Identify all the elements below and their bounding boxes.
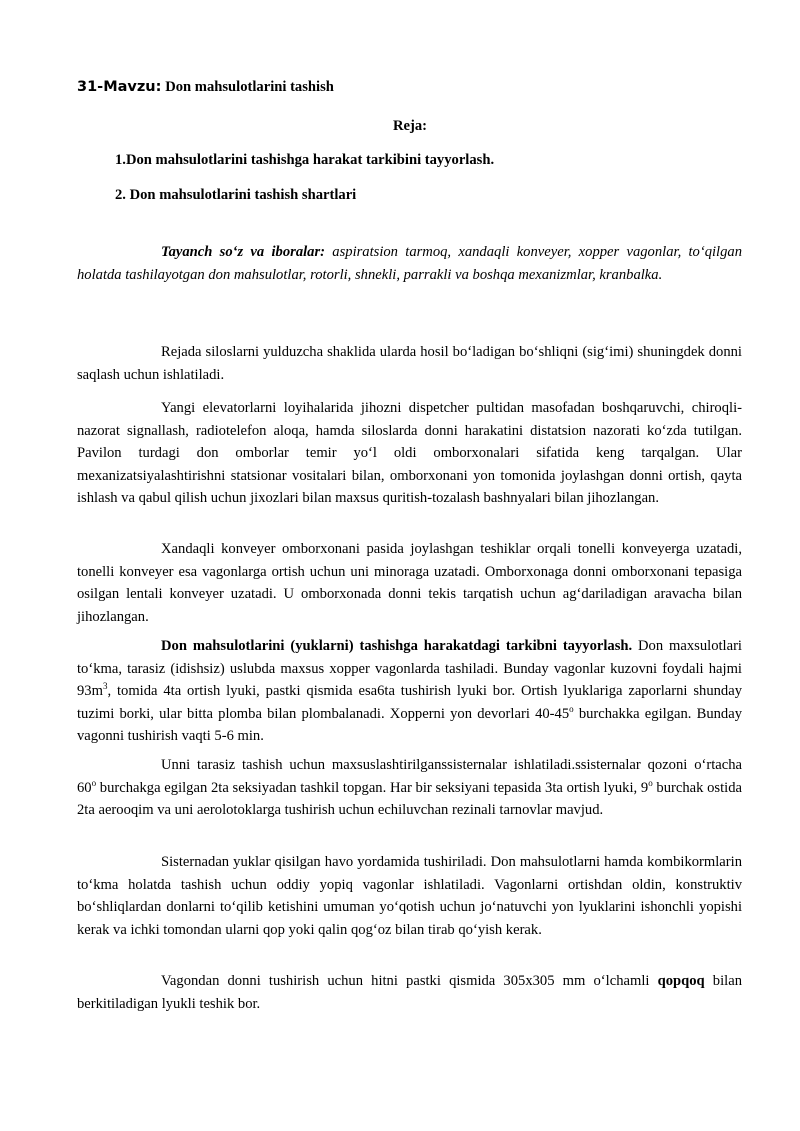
superscript: o — [648, 777, 653, 788]
plan-title: Reja: — [392, 118, 428, 134]
keywords-label: Tayanch so‘z va iboralar: — [161, 244, 326, 260]
keywords-paragraph — [77, 241, 742, 286]
body-paragraph — [77, 635, 742, 748]
page-title — [77, 79, 334, 96]
body-paragraph — [77, 754, 742, 822]
paragraph-text: burchakga egilgan 2ta seksiyadan tashkil topgan. Har bir seksiyani tepasida 3ta ortish lyuki, 9 — [96, 779, 649, 796]
body-paragraph: Rejada siloslarni yulduzcha shaklida ularda hosil bo‘ladigan bo‘shliqni (sig‘imi) shuningdek donni saqlash uchun ishlatiladi. — [77, 344, 742, 383]
topic-number: 31-Mavzu: — [77, 79, 162, 95]
paragraph-text: burchak ostida 2ta aerooqim va uni aerolotoklarga tushirish uchun echiluvchan rezinali tarnovlar mavjud. — [77, 779, 742, 818]
body-paragraph — [77, 970, 742, 1015]
paragraph-text: Don maxsulotlari to‘kma, tarasiz (idishsiz) uslubda maxsus xopper vagonlarda tashiladi. Bunday vagonlar kuzovni foydali hajmi 93m — [77, 638, 742, 699]
superscript: o — [569, 703, 574, 714]
paragraph-text: , tomida 4ta ortish lyuki, pastki qismida esa6ta tushirish lyuki bor. Ortish lyuklariga zaporlarni shunday tuzimi borki, ular bitta plomba bilan plombalanadi. Xopperni yon devorlari 40-45 — [77, 683, 742, 722]
topic-title: Don mahsulotlarini tashish — [165, 79, 334, 95]
paragraph-text: burchakka egilgan. Bunday vagonni tushirish vaqti 5-6 min. — [77, 705, 742, 744]
body-paragraph: Sisternadan yuklar qisilgan havo yordamida tushiriladi. Don mahsulotlarni hamda kombikormlarin to‘kma holatda tashish uchun oddiy yopiq vagonlar ishlatiladi. Vagonlarni ortishdan oldin, konstruktiv bo‘shliqlardan donlarni to‘qilib ketishini umuman yo‘qotish uchun jo‘natuvchi yon lyuklarini ishonchli yopishi kerak va ichki tomondan ularni qop yoki qalin qog‘oz bilan tirab qo‘yish kerak. — [77, 854, 742, 938]
paragraph-text: Vagondan donni tushirish uchun hitni pastki qismida 305x305 mm o‘lchamli — [161, 973, 658, 989]
section-heading: Don mahsulotlarini (yuklarni) tashishga harakatdagi tarkibni tayyorlash. — [161, 638, 633, 654]
body-paragraph: Xandaqli konveyer omborxonani pasida joylashgan teshiklar orqali tonelli konveyerga uzatadi, tonelli konveyer esa vagonlarga ortish uchun uni minoraga uzatadi. Omborxonaga donni omborxonani tepasiga osilgan lentali konveyer uzatadi. U omborxonada donni tekis tarqatish uchun ag‘dariladigan aravacha bilan jihozlangan. — [77, 541, 742, 625]
body-paragraph: Yangi elevatorlarni loyihalarida jihozni dispetcher pultidan masofadan boshqaruvchi, chiroqli-nazorat signallash, radiotelefon aloqa, hamda siloslarda donni harakatini distatsion nazorati ko‘zda tutilgan. Pavilon turdagi don omborlar temir yo‘l oldi omborxonalari sifatida keng tarqalgan. Ular mexanizatsiyalashtirishni statsionar vositalari bilan, omborxonani yon tomonida joylashgan donni ortish, qayta ishlash va qabul qilish uchun jixozlari bilan maxsus quritish-tozalash bashnyalari bilan jihozlangan. — [77, 400, 742, 506]
superscript: 3 — [102, 681, 108, 692]
paragraph-text: Unni tarasiz tashish uchun maxsuslashtirilganssisternalar ishlatiladi.ssisternalar qozoni o‘rtacha 60 — [77, 757, 742, 796]
plan-item: 1.Don mahsulotlarini tashishga harakat tarkibini tayyorlash. — [115, 152, 495, 168]
keywords-text: aspiratsion tarmoq, xandaqli konveyer, xopper vagonlar, to‘qilgan holatda tashilayotgan don mahsulotlar, rotorli, shnekli, parrakli va boshqa mexanizmlar, kranbalka. — [77, 244, 743, 283]
plan-item: 2. Don mahsulotlarini tashish shartlari — [115, 187, 357, 203]
paragraph-text: bilan berkitiladigan lyukli teshik bor. — [77, 973, 742, 1012]
bold-term: qopqoq — [657, 973, 705, 989]
superscript: o — [91, 777, 97, 788]
